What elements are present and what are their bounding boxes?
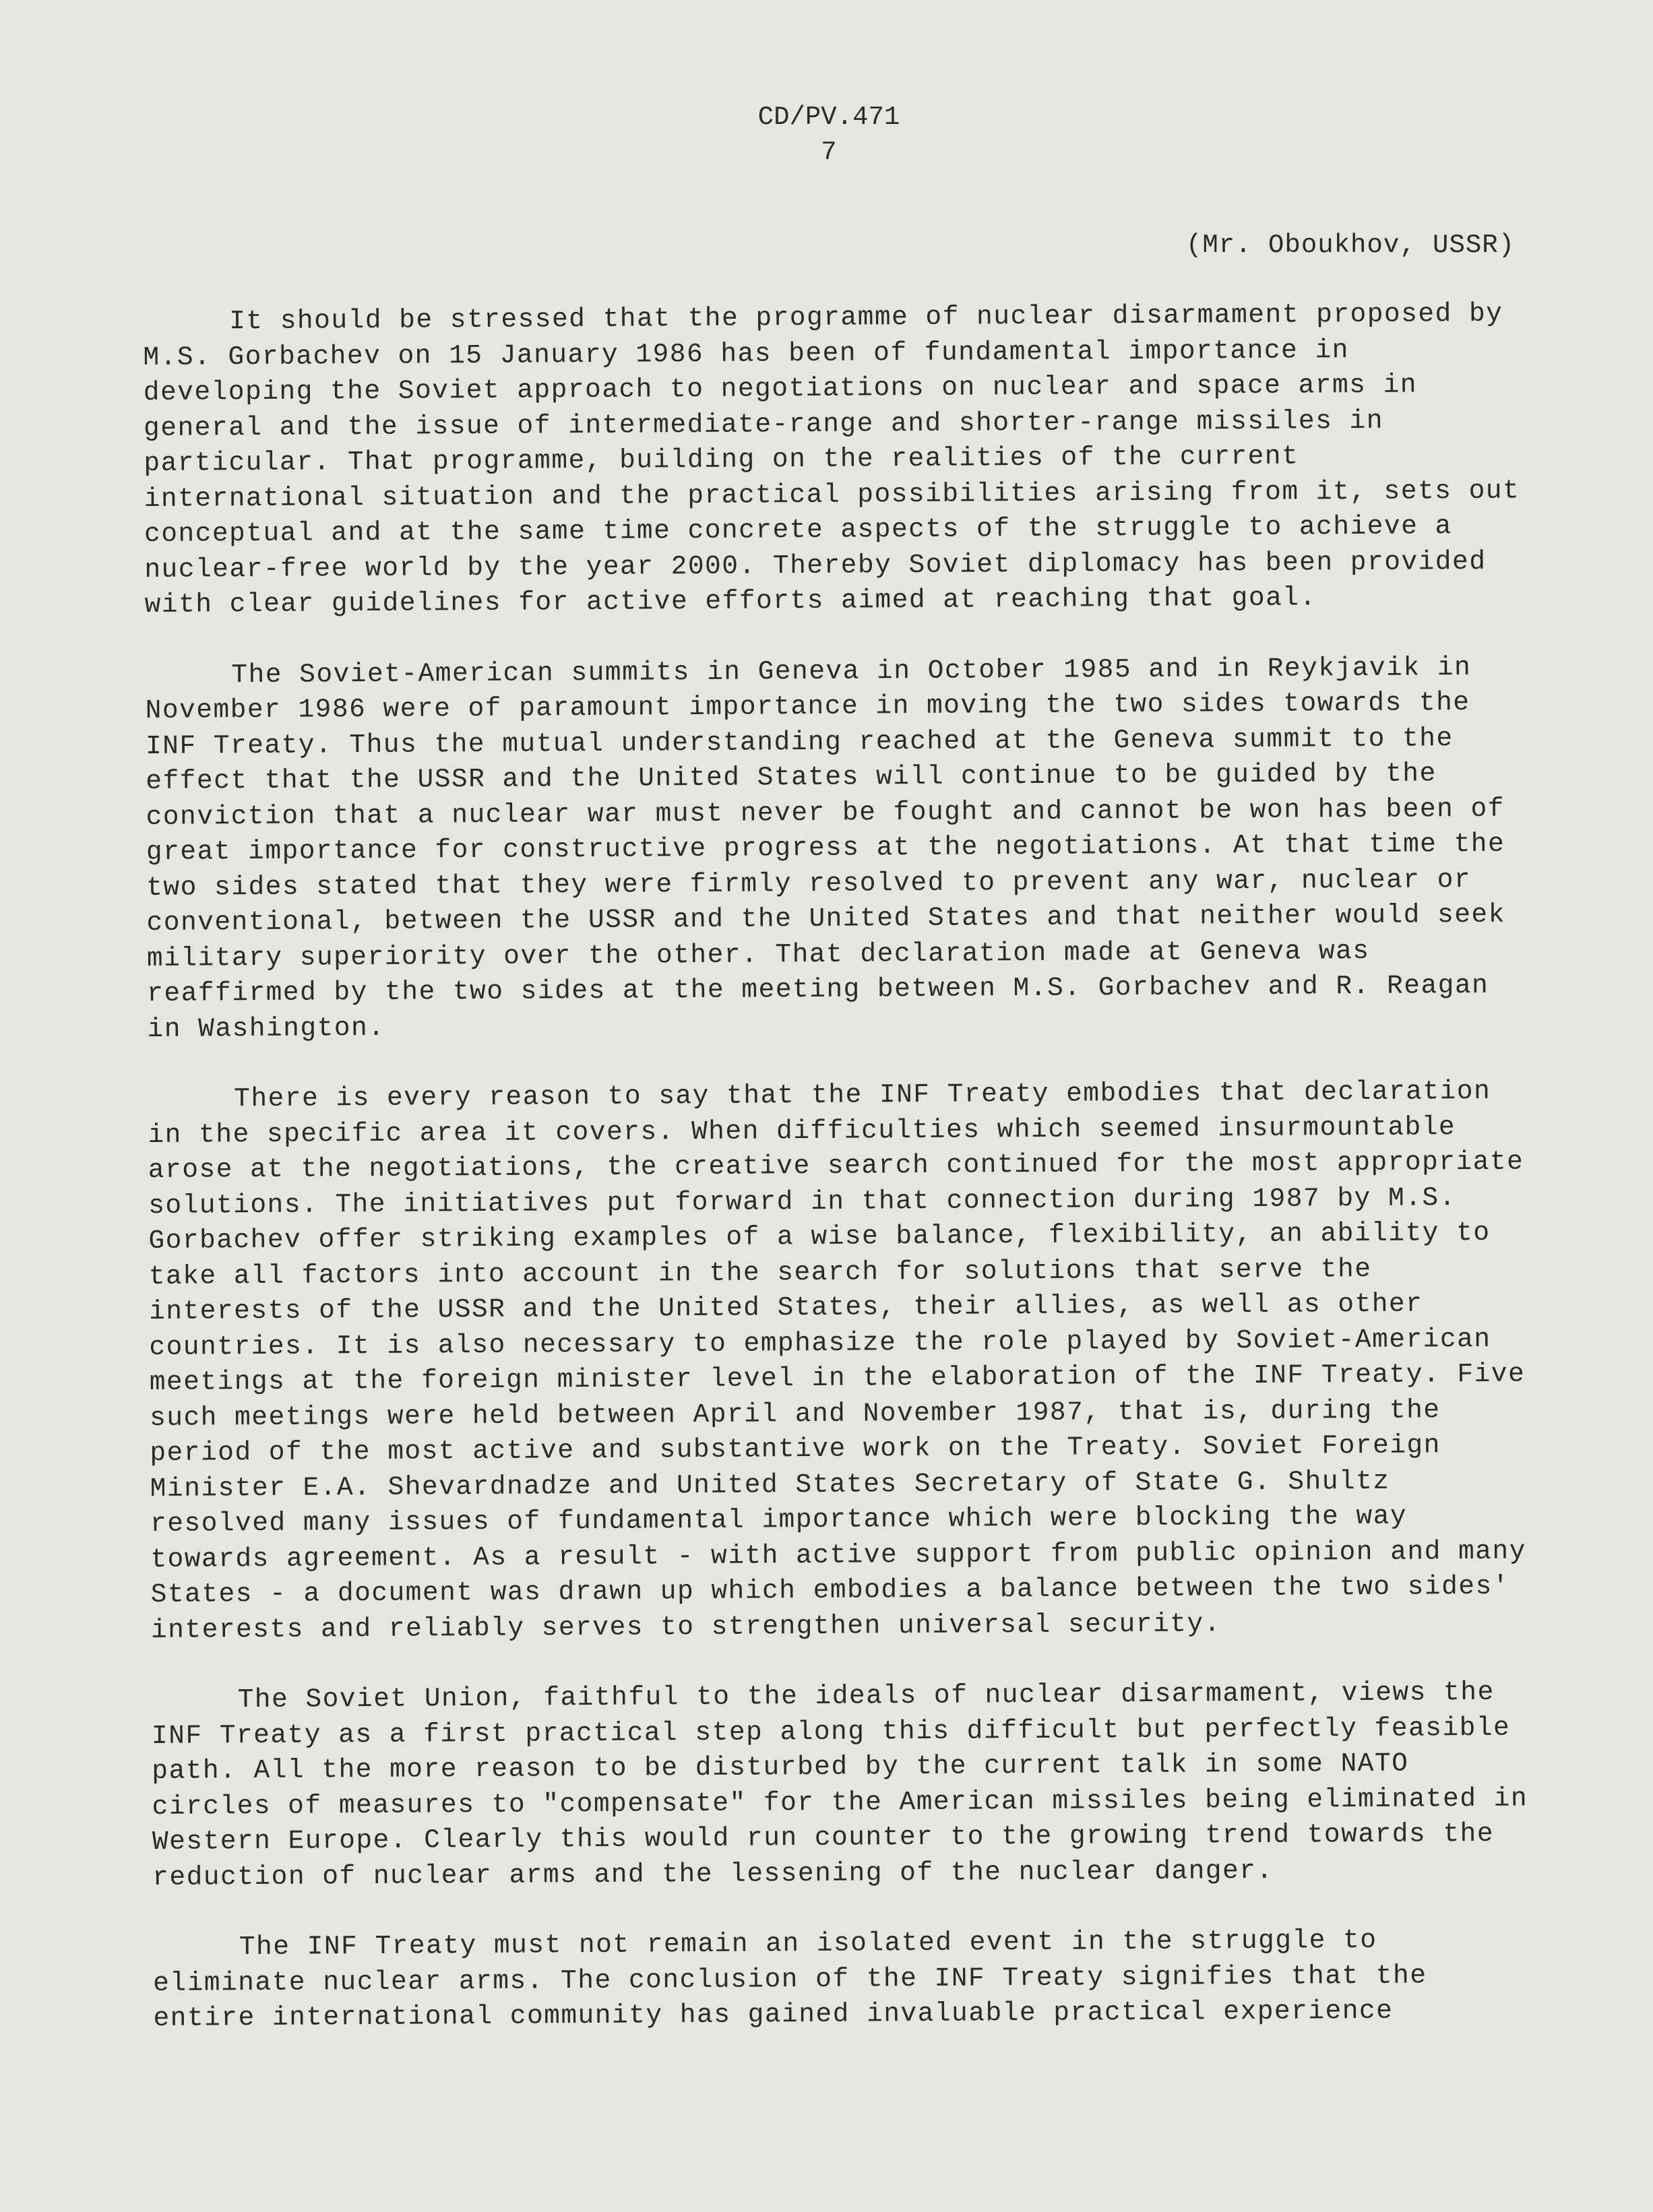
speaker-attribution: (Mr. Oboukhov, USSR) bbox=[1186, 230, 1516, 260]
document-symbol: CD/PV.471 bbox=[757, 102, 900, 132]
page-number: 7 bbox=[821, 137, 837, 167]
page-header bbox=[748, 100, 910, 170]
paragraph: It should be stressed that the programme of nuclear disarmament proposed by M.S. Gorbachev on 15 January 1986 has been of fundamental importance in developing the Soviet approach to negotiations on nuclear and space arms in general and the issue of intermediate-range and shorter-range missiles in particular. That programme, building on the realities of the current international situation and the practical possibilities arising from it, sets out conceptual and at the same time concrete aspects of the struggle to achieve a nuclear-free world by the year 2000. Thereby Soviet diplomacy has been provided with clear guidelines for active efforts aimed at reaching that goal. bbox=[143, 298, 1520, 620]
paragraph: There is every reason to say that the INF Treaty embodies that declaration in the specific area it covers. When difficulties which seemed insurmountable arose at the negotiations, the creative search continued for the most appropriate solutions. The initiatives put forward in that connection during 1987 by M.S. Gorbachev offer striking examples of a wise balance, flexibility, an ability to take all factors into account in the search for solutions that serve the interests of the USSR and the United States, their allies, as well as other countries. It is also necessary to emphasize the role played by Soviet-American meetings at the foreign minister level in the elaboration of the INF Treaty. Five such meetings were held between April and November 1987, that is, during the period of the most active and substantive work on the Treaty. Soviet Foreign Minister E.A. Shevardnadze and United States Secretary of State G. Shultz resolved many issues of fundamental importance which were blocking the way towards agreement. As a result - with active support from public opinion and many States - a document was drawn up which embodies a balance between the two sides' interests and reliably serves to strengthen universal security. bbox=[148, 1075, 1526, 1645]
paragraph: The INF Treaty must not remain an isolated event in the struggle to eliminate nuclear arms. The conclusion of the INF Treaty signifies that the entire international community has gained invaluable practical experience bbox=[153, 1924, 1427, 2033]
paragraph: The Soviet-American summits in Geneva in October 1985 and in Reykjavik in November 1986 were of paramount importance in moving the two sides towards the INF Treaty. Thus the mutual understanding reached at the Geneva summit to the effect that the USSR and the United States will continue to be guided by the conviction that a nuclear war must never be fought and cannot be won has been of great importance for constructive progress at the negotiations. At that time the two sides stated that they were firmly resolved to prevent any war, nuclear or conventional, between the USSR and the United States and that neither would seek military superiority over the other. That declaration made at Geneva was reaffirmed by the two sides at the meeting between M.S. Gorbachev and R. Reagan in Washington. bbox=[145, 652, 1506, 1044]
paragraph: The Soviet Union, faithful to the ideals of nuclear disarmament, views the INF Treaty as a first practical step along this difficult but perfectly feasible path. All the more reason to be disturbed by the current talk in some NATO circles of measures to "compensate" for the American missiles being eliminated in Western Europe. Clearly this would run counter to the growing trend towards the reduction of nuclear arms and the lessening of the nuclear danger. bbox=[151, 1676, 1528, 1893]
document-body bbox=[143, 296, 1542, 2036]
